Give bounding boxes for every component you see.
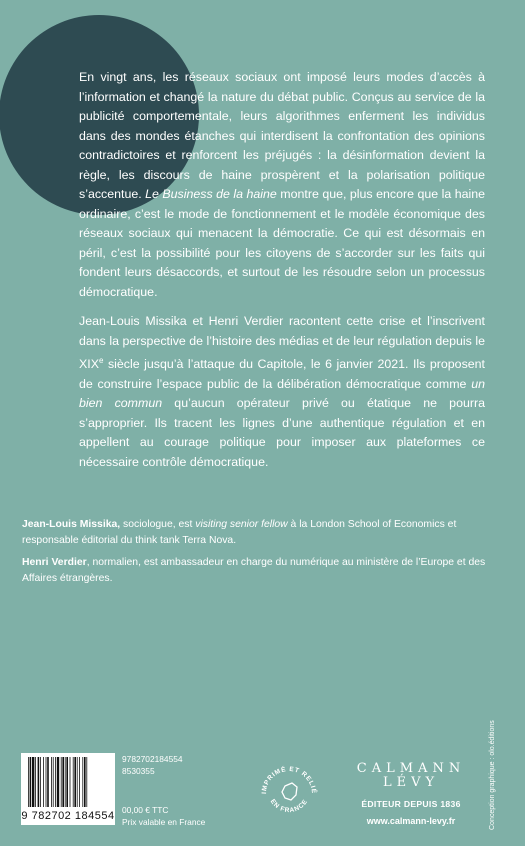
svg-text:IMPRIMÉ ET RELIÉ: IMPRIMÉ ET RELIÉ [260,765,318,795]
price-block [122,804,205,828]
price-note: Prix valable en France [122,817,206,827]
book-title-italic: Le Business de la haine [145,187,277,201]
author-name-2: Henri Verdier [22,557,87,568]
publisher-logo-line1: CALMANN [356,761,466,776]
author-bio-2 [22,555,508,587]
barcode [21,753,115,825]
century-superscript: e [98,356,104,365]
publisher-url: www.calmann-levy.fr [366,816,456,826]
isbn-block [122,753,183,777]
bio1-italic: visiting senior fellow [195,519,288,530]
publisher-since: ÉDITEUR DEPUIS 1836 [361,799,461,809]
blurb-p1-part-a: En vingt ans, les réseaux sociaux ont imposé leurs modes d’accès à l’information et changé la nature du débat public. Conçus au service de la publicité comportementale, leurs algorithmes enferment les individus dans des mondes étanches qui interdisent la confrontation des opinions contradictoires et renforcent les préjugés : la désinformation devient la règle, les discours de haine prospèrent et la polarisation politique s’accentue. [79,70,485,201]
blurb-p2-part-b: siècle jusqu’à l’attaque du Capitole, le 6 janvier 2021. Ils proposent de construire l’espace public de la délibération démocratique comme [79,357,485,391]
made-in-france-stamp [258,760,320,824]
isbn-number: 9782702184554 [122,754,183,764]
blurb-paragraph-2 [79,312,485,472]
design-credit: Conception graphique : olo.éditions [489,720,496,830]
blurb-text [79,68,485,482]
product-code: 8530355 [122,766,155,776]
bio1-part-a: sociologue, est [120,519,196,530]
barcode-digits: 9 782702 184554 [21,810,115,822]
publisher-block [356,762,466,826]
blurb-paragraph-1 [79,68,485,302]
author-bios [22,517,508,593]
price: 00,00 € TTC [122,805,169,815]
barcode-bars [27,757,109,807]
author-bio-1 [22,517,508,549]
blurb-p2-part-c: qu’aucun opérateur privé ou étatique ne pourra s’approprier. Ils tracent les lignes d’une authentique régulation et en appellent au courage politique pour imposer aux plateformes ce nécessaire contrôle démocratique. [79,396,486,469]
blurb-p2-part-a: Jean-Louis Missika et Henri Verdier racontent cette crise et l’inscrivent dans la perspective de l’histoire des médias et de leur régulation depuis le XIX [79,314,485,372]
blurb-p2-italic: un bien commun [79,376,485,411]
publisher-logo-line2: LÉVY [382,775,440,790]
blurb-p1-part-b: montre que, plus encore que la haine ordinaire, c’est le mode de fonctionnement et le modèle économique des réseaux sociaux qui menacent la démocratie. Ce qui est désormais en péril, c’est la possibilité pour les citoyens de s’accorder sur les faits qui fondent leurs désaccords, et surtout de les résoudre selon un processus démocratique. [79,187,486,299]
author-name-1: Jean-Louis Missika, [22,519,121,530]
bio1-part-b: à la London School of Economics et responsable éditorial du think tank Terra Nova. [22,519,457,546]
bio2-part-a: , normalien, est ambassadeur en charge du numérique au ministère de l’Europe et des Affaires étrangères. [22,557,486,584]
france-map-icon [282,783,297,800]
svg-text:EN FRANCE: EN FRANCE [268,798,310,815]
